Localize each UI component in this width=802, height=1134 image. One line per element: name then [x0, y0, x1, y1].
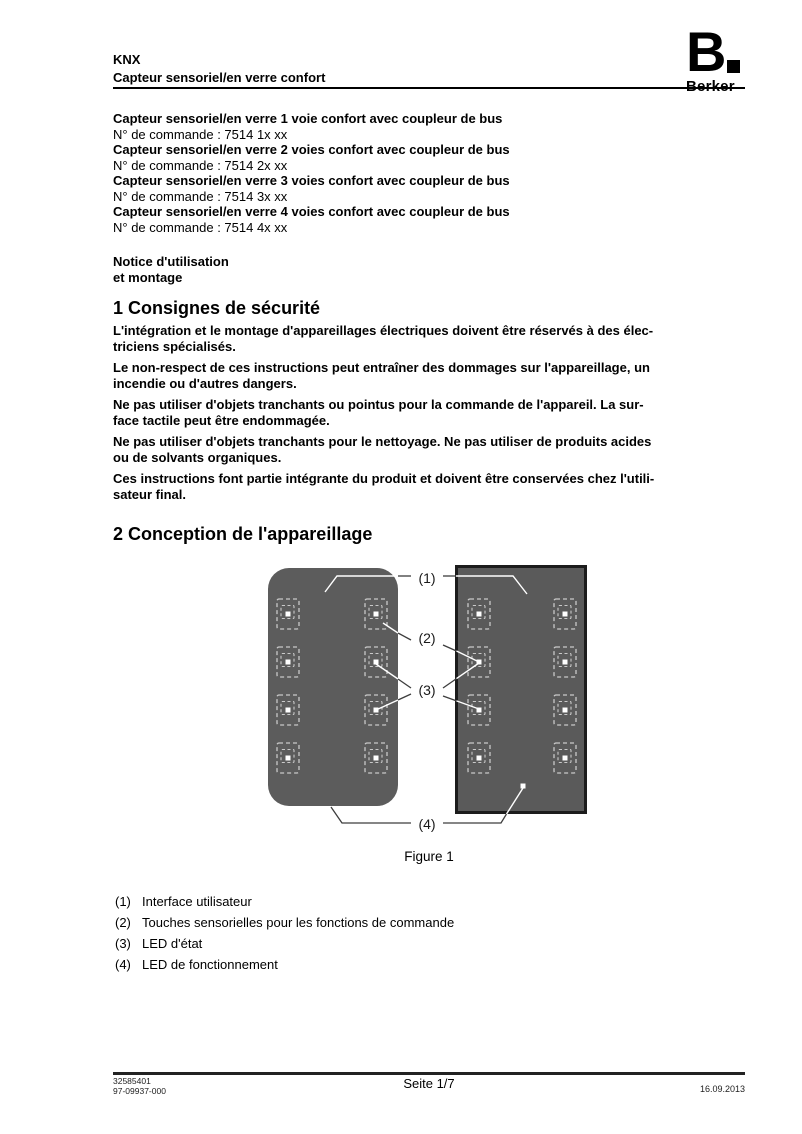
safety-paragraph-line: sateur final. [113, 486, 186, 502]
callout-4-label: (4) [418, 816, 436, 832]
product-order-number: N° de commande : 7514 2x xx [113, 157, 288, 173]
product-entry [113, 111, 753, 142]
berker-logo [686, 20, 746, 95]
safety-paragraph-line: ou de solvants organiques. [113, 449, 282, 465]
callout-1-label: (1) [418, 570, 436, 586]
berker-logo-dot-icon [727, 60, 740, 73]
product-order-number: N° de commande : 7514 1x xx [113, 126, 288, 142]
legend-number: (2) [115, 915, 131, 930]
product-entry [113, 142, 753, 173]
footer-doc-number-1: 32585401 [113, 1076, 151, 1086]
legend-label: Touches sensorielles pour les fonctions de commande [142, 915, 455, 930]
safety-paragraph [113, 323, 758, 354]
callout-3-label: (3) [418, 682, 436, 698]
safety-paragraph [113, 434, 758, 465]
safety-paragraph-line: incendie ou d'autres dangers. [113, 375, 297, 391]
figure-caption: Figure 1 [404, 849, 454, 864]
safety-paragraph-line: Ne pas utiliser d'objets tranchants ou pointus pour la commande de l'appareil. La sur- [113, 397, 644, 412]
operating-led-dot [521, 784, 526, 789]
safety-paragraph-line: Ces instructions font partie intégrante du produit et doivent être conservées chez l'utili- [113, 471, 655, 486]
document-type-line1: Notice d'utilisation [113, 254, 229, 269]
header-product-line: KNX [113, 52, 141, 67]
header-divider [113, 87, 745, 89]
safety-paragraph-line: face tactile peut être endommagée. [113, 412, 330, 428]
product-title: Capteur sensoriel/en verre 3 voies confort avec coupleur de bus [113, 173, 510, 188]
legend-label: LED d'état [142, 936, 203, 951]
device-right-square [457, 567, 586, 813]
legend-label: Interface utilisateur [142, 894, 252, 909]
safety-paragraph-line: Le non-respect de ces instructions peut entraîner des dommages sur l'appareillage, un [113, 360, 650, 375]
product-title: Capteur sensoriel/en verre 4 voies confort avec coupleur de bus [113, 204, 510, 219]
safety-paragraph [113, 360, 758, 391]
legend-label: LED de fonctionnement [142, 957, 278, 972]
figure-device-diagram [255, 550, 605, 850]
device-left-rounded [268, 568, 398, 806]
berker-logo-letter: B [686, 20, 725, 83]
footer-date: 16.09.2013 [699, 1084, 745, 1094]
callout-2-label: (2) [418, 630, 436, 646]
header-product-name: Capteur sensoriel/en verre confort [113, 70, 326, 85]
berker-logo-mark [686, 20, 746, 83]
footer-divider [113, 1072, 745, 1075]
section2-heading: 2 Conception de l'appareillage [113, 524, 373, 544]
product-order-number: N° de commande : 7514 3x xx [113, 188, 288, 204]
product-entry [113, 204, 753, 235]
product-list [113, 111, 753, 235]
legend-item [115, 912, 454, 933]
figure-legend [115, 891, 454, 975]
document-type [113, 254, 229, 285]
product-title: Capteur sensoriel/en verre 1 voie confort avec coupleur de bus [113, 111, 503, 126]
header [113, 51, 325, 87]
safety-paragraph [113, 471, 758, 502]
document-type-line2: et montage [113, 269, 183, 285]
legend-number: (4) [115, 957, 131, 972]
product-entry [113, 173, 753, 204]
footer-page-number: Seite 1/7 [403, 1076, 455, 1091]
safety-paragraph-line: triciens spécialisés. [113, 338, 236, 354]
product-order-number: N° de commande : 7514 4x xx [113, 219, 288, 235]
legend-number: (1) [115, 894, 131, 909]
legend-item [115, 891, 454, 912]
safety-paragraph [113, 397, 758, 428]
legend-number: (3) [115, 936, 131, 951]
product-title: Capteur sensoriel/en verre 2 voies confort avec coupleur de bus [113, 142, 510, 157]
safety-paragraph-line: L'intégration et le montage d'appareillages électriques doivent être réservés à des élec- [113, 323, 654, 338]
safety-paragraph-line: Ne pas utiliser d'objets tranchants pour le nettoyage. Ne pas utiliser de produits acides [113, 434, 652, 449]
berker-logo-name: Berker [686, 78, 735, 95]
legend-item [115, 933, 454, 954]
safety-instructions [113, 323, 758, 508]
footer-doc-number-2: 97-09937-000 [113, 1085, 166, 1096]
section1-heading: 1 Consignes de sécurité [113, 298, 321, 318]
legend-item [115, 954, 454, 975]
